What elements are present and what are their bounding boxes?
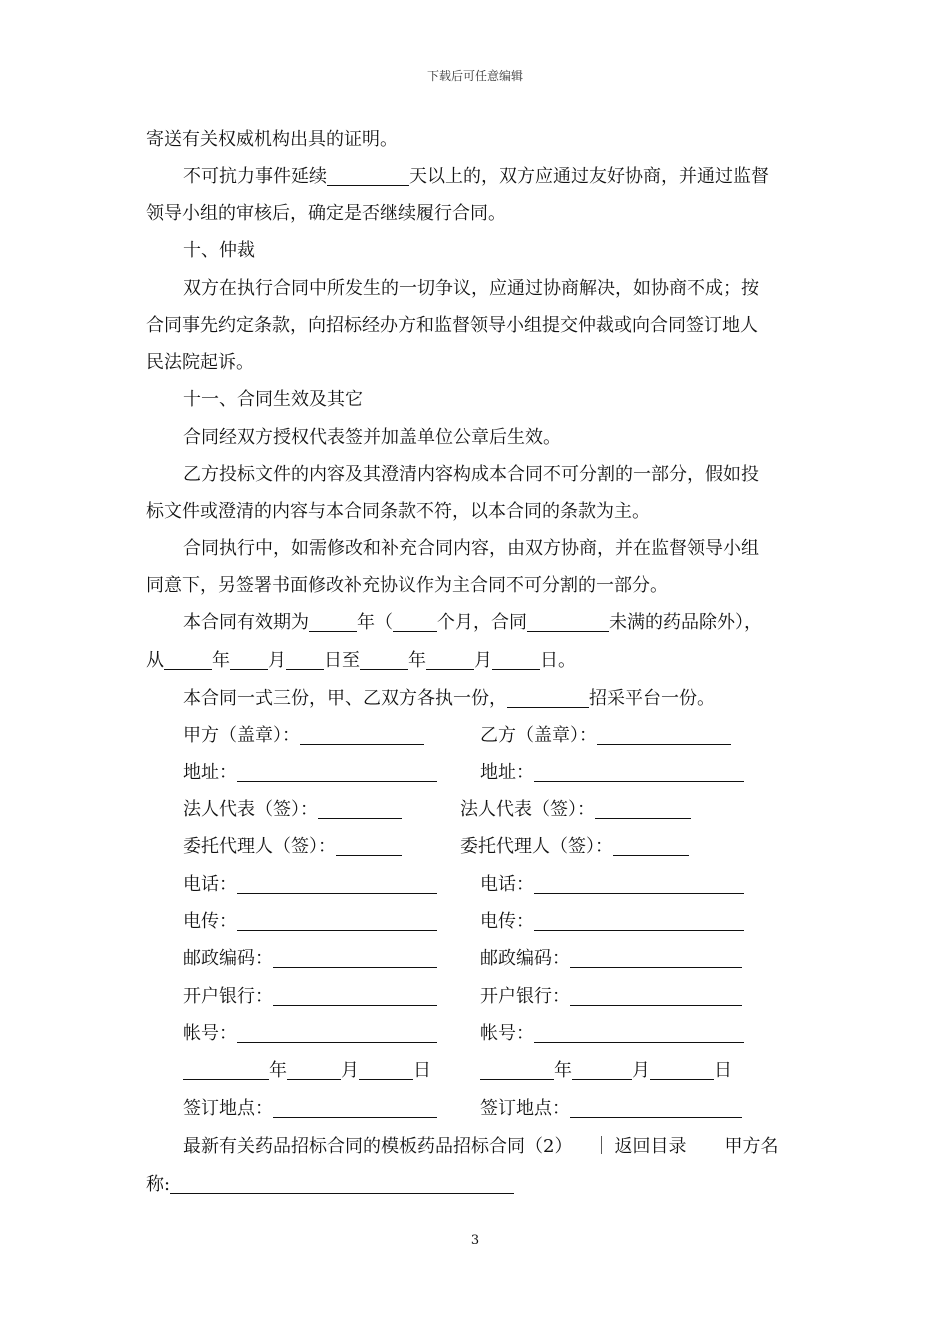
text: 未满的药品除外）， — [609, 612, 762, 633]
label: 帐号： — [183, 1023, 237, 1044]
blank-field — [613, 837, 689, 856]
paragraph — [146, 649, 576, 673]
text: 招采平台一份。 — [589, 688, 715, 709]
blank-field — [572, 1061, 632, 1080]
party-b-date — [480, 1059, 732, 1083]
blank-field — [286, 651, 324, 670]
blank-field — [300, 726, 424, 745]
paragraph: 领导小组的审核后，确定是否继续履行合同。 — [146, 203, 506, 224]
text: 本合同有效期为 — [183, 612, 309, 633]
paragraph: 标文件或澄清的内容与本合同条款不符，以本合同的条款为主。 — [146, 501, 650, 522]
blank-field — [492, 651, 540, 670]
blank-field — [534, 875, 744, 894]
paragraph: 同意下，另签署书面修改补充协议作为主合同不可分割的一部分。 — [146, 575, 668, 596]
party-a-place — [183, 1097, 437, 1121]
text: 日。 — [540, 650, 576, 671]
signature-row-account — [0, 1022, 950, 1046]
signature-row-legal-rep — [0, 798, 950, 822]
section-heading: 十、仲裁 — [183, 240, 255, 261]
party-a-legal-rep — [183, 798, 402, 822]
signature-row-phone — [0, 873, 950, 897]
party-name-label-cont: 称: — [146, 1174, 171, 1195]
blank-field — [183, 1061, 269, 1080]
text: 从 — [146, 650, 164, 671]
blank-field — [273, 1099, 437, 1118]
text: 天以上的，双方应通过友好协商，并通过监督 — [409, 166, 769, 187]
party-a-phone — [183, 873, 437, 897]
blank-field — [318, 800, 402, 819]
party-b-seal — [480, 724, 731, 748]
label: 法人代表（签）： — [460, 799, 595, 820]
label: 法人代表（签）： — [183, 799, 318, 820]
label: 日 — [714, 1060, 732, 1081]
paragraph: 民法院起诉。 — [146, 352, 254, 373]
blank-field — [426, 651, 474, 670]
page-number: 3 — [470, 1233, 480, 1248]
section-heading: 十一、合同生效及其它 — [183, 389, 363, 410]
paragraph — [183, 687, 715, 711]
blank-field — [237, 1024, 437, 1043]
party-b-legal-rep — [460, 798, 691, 822]
party-name-label: 甲方名 — [724, 1136, 779, 1157]
party-b-place — [480, 1097, 742, 1121]
text: 年（ — [357, 612, 393, 633]
party-b-agent — [460, 835, 689, 859]
signature-row-postcode — [0, 947, 950, 971]
label: 电话： — [480, 874, 534, 895]
blank-field — [327, 167, 409, 186]
blank-field — [534, 1024, 744, 1043]
label: 开户银行： — [183, 986, 273, 1007]
signature-row-date — [0, 1059, 950, 1083]
party-b-bank — [480, 985, 742, 1009]
paragraph — [183, 165, 769, 189]
party-a-fax — [183, 910, 437, 934]
paragraph: 乙方投标文件的内容及其澄清内容构成本合同不可分割的一部分，假如投 — [183, 464, 759, 485]
text: 月 — [474, 650, 492, 671]
label: 年 — [554, 1060, 572, 1081]
paragraph: 合同事先约定条款，向招标经办方和监督领导小组提交仲裁或向合同签订地人 — [146, 315, 758, 336]
text: 月 — [268, 650, 286, 671]
signature-row-bank — [0, 985, 950, 1009]
text: 不可抗力事件延续 — [183, 166, 327, 187]
blank-field — [273, 987, 437, 1006]
blank-field — [309, 613, 357, 632]
signature-row-fax — [0, 910, 950, 934]
template-title: 最新有关药品招标合同的模板药品招标合同（2） — [183, 1136, 573, 1157]
paragraph: 双方在执行合同中所发生的一切争议，应通过协商解决，如协商不成；按 — [183, 278, 759, 299]
label: 月 — [632, 1060, 650, 1081]
text: 年 — [408, 650, 426, 671]
label: 地址： — [480, 762, 534, 783]
blank-field — [595, 800, 691, 819]
blank-field — [230, 651, 268, 670]
blank-field — [164, 651, 212, 670]
next-template-line — [183, 1135, 778, 1159]
signature-row-address — [0, 761, 950, 785]
paragraph: 合同执行中，如需修改和补充合同内容，由双方协商，并在监督领导小组 — [183, 538, 759, 559]
blank-field — [534, 763, 744, 782]
blank-field — [527, 613, 609, 632]
party-a-agent — [183, 835, 402, 859]
label: 年 — [269, 1060, 287, 1081]
blank-field — [507, 689, 589, 708]
blank-field — [360, 651, 408, 670]
page-header: 下载后可任意编辑 — [426, 69, 523, 83]
party-a-account — [183, 1022, 437, 1046]
blank-field — [534, 912, 744, 931]
label: 签订地点： — [480, 1098, 570, 1119]
separator: ｜ — [592, 1136, 611, 1157]
label: 邮政编码： — [480, 948, 570, 969]
label: 委托代理人（签）： — [183, 836, 336, 857]
blank-field — [287, 1061, 341, 1080]
party-a-postcode — [183, 947, 437, 971]
label: 邮政编码： — [183, 948, 273, 969]
blank-field — [273, 949, 437, 968]
party-b-postcode — [480, 947, 742, 971]
party-b-fax — [480, 910, 744, 934]
party-a-date — [183, 1059, 431, 1083]
label: 委托代理人（签）： — [460, 836, 613, 857]
party-b-phone — [480, 873, 744, 897]
blank-field — [650, 1061, 714, 1080]
label: 帐号： — [480, 1023, 534, 1044]
blank-field — [570, 987, 742, 1006]
text: 年 — [212, 650, 230, 671]
party-name-line — [146, 1173, 514, 1197]
label: 开户银行： — [480, 986, 570, 1007]
blank-field — [237, 763, 437, 782]
paragraph — [183, 611, 762, 635]
blank-field — [237, 912, 437, 931]
blank-field — [336, 837, 402, 856]
label: 电传： — [480, 911, 534, 932]
blank-field — [570, 949, 742, 968]
blank-field — [359, 1061, 413, 1080]
blank-field — [597, 726, 731, 745]
label: 地址： — [183, 762, 237, 783]
party-a-address — [183, 761, 437, 785]
label: 电话： — [183, 874, 237, 895]
signature-row-party — [0, 724, 950, 748]
text: 个月，合同 — [437, 612, 527, 633]
paragraph: 合同经双方授权代表签并加盖单位公章后生效。 — [183, 427, 561, 448]
party-a-seal — [183, 724, 424, 748]
label: 甲方（盖章）： — [183, 725, 300, 746]
party-a-bank — [183, 985, 437, 1009]
blank-field — [480, 1061, 554, 1080]
text: 本合同一式三份，甲、乙双方各执一份， — [183, 688, 507, 709]
signature-row-agent — [0, 835, 950, 859]
blank-field — [570, 1099, 742, 1118]
label: 月 — [341, 1060, 359, 1081]
blank-field — [170, 1175, 514, 1194]
label: 签订地点： — [183, 1098, 273, 1119]
label: 电传： — [183, 911, 237, 932]
label: 乙方（盖章）： — [480, 725, 597, 746]
back-to-contents-link[interactable]: 返回目录 — [614, 1136, 687, 1157]
blank-field — [237, 875, 437, 894]
party-b-account — [480, 1022, 744, 1046]
party-b-address — [480, 761, 744, 785]
signature-row-place — [0, 1097, 950, 1121]
paragraph: 寄送有关权威机构出具的证明。 — [146, 129, 398, 150]
label: 日 — [413, 1060, 431, 1081]
text: 日至 — [324, 650, 360, 671]
blank-field — [393, 613, 437, 632]
